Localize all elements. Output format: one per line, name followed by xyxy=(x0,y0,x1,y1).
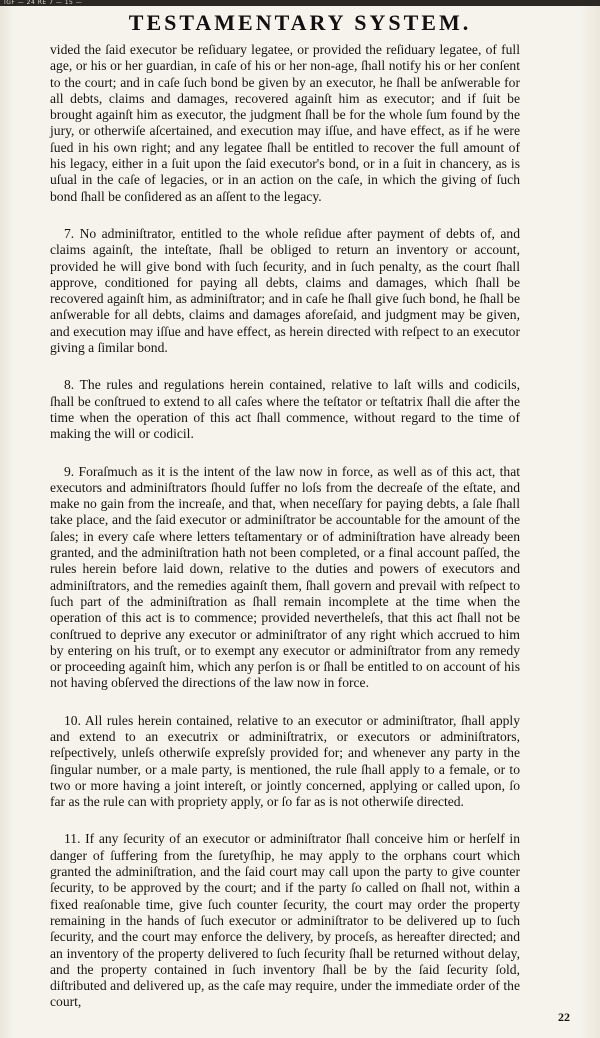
section-11: 11. If any ſecurity of an executor or adminiſtrator ſhall conceive him or herſelf in danger of ſuffering from the ſuretyſhip, he may apply to the orphans court which granted the adminiſtration, and the ſaid court may call upon the party to give counter ſecurity, to be approved by the court; and if the party ſo called on ſhall not, within a fixed reaſonable time, give ſuch counter ſecurity, the court may order the property remaining in the hands of ſuch executor or adminiſtrator to be delivered up to ſuch ſecurity, and the court may enforce the delivery, by proceſs, as hereafter directed; and an inventory of the property delivered to ſuch ſecurity ſhall be returned without delay, and the property contained in ſuch inventory ſhall be by the ſaid ſecurity ſold, diſtributed and delivered up, as the caſe may require, under the immediate order of the court, xyxy=(50,831,520,1010)
scan-header-strip xyxy=(0,0,600,6)
section-10: 10. All rules herein contained, relative to an executor or adminiſtrator, ſhall apply and extend to an executrix or adminiſtratrix, or executors or adminiſtrators, reſpectively, unleſs otherwiſe expreſsly provided for; and whenever any party in the ſingular number, or a male party, is mentioned, the rule ſhall apply to a female, or to two or more having a joint intereſt, or jointly concerned, applying or called upon, ſo far as the rule can with propriety apply, or ſo far as is not otherwiſe directed. xyxy=(50,712,520,810)
section-7: 7. No adminiſtrator, entitled to the whole reſidue after payment of debts of, and claims againſt, the inteſtate, ſhall be obliged to return an inventory or account, provided he will give bond with ſuch ſecurity, and in ſuch penalty, as the court ſhall approve, conditioned for paying all debts, claims and damages, which ſhall be recovered againſt him, as adminiſtrator; and in caſe he ſhall give ſuch bond, he ſhall be anſwerable for all debts, claims and damages aforeſaid, and judgment may be given, and execution may iſſue and have effect, as herein directed with reſpect to an executor giving a ſimilar bond. xyxy=(50,225,520,356)
scan-strip-text: IGF — 24 RE 7 — 15 — xyxy=(4,0,83,6)
paragraph-continuation: vided the ſaid executor be reſiduary legatee, or provided the reſiduary legatee, of full age, or his or her guardian, in caſe of his or her non-age, ſhall notify his or her conſent to the court; and in caſe ſuch bond be given by an executor, he ſhall be anſwerable for all debts, claims and damages, recovered againſt him as executor; and if ſuit be brought againſt him as executor, the judgment ſhall be for the whole ſum found by the jury, or otherwiſe aſcertained, and execution may iſſue, and have effect, as if he were ſued in his own right; and any legatee ſhall be entitled to recover the full amount of his legacy, either in a ſuit upon the ſaid executor's bond, or in a ſuit in chancery, as is uſual in the caſe of legacies, or in an action on the caſe, in which the giving of ſuch bond ſhall be conſidered as an aſſent to the legacy. xyxy=(50,42,520,204)
body-text xyxy=(50,42,520,1032)
section-8: 8. The rules and regulations herein contained, relative to laſt wills and codicils, ſhall be conſtrued to extend to all caſes where the teſtator or teſtatrix ſhall die after the time when the operation of this act ſhall commence, without regard to the time of making the will or codicil. xyxy=(50,377,520,442)
page-number: 22 xyxy=(558,1010,570,1024)
section-9: 9. Foraſmuch as it is the intent of the law now in force, as well as of this act, that executors and adminiſtrators ſhould ſuffer no loſs from the decreaſe of the eſtate, and make no gain from the increaſe, and that, when neceſſary for paying debts, a ſale ſhall take place, and the ſaid executor or adminiſtrator be accountable for the amount of the ſales; in every caſe where letters teſtamentary or of adminiſtration have already been granted, and the adminiſtration hath not been completed, or a final account paſſed, the rules herein before laid down, relative to the duties and powers of executors and adminiſtrators, and the remedies againſt them, ſhall govern and prevail with reſpect to ſuch part of the adminiſtration as ſhall remain incomplete at the time when the operation of this act is to commence; provided nevertheleſs, that this act ſhall not be conſtrued to deprive any executor or adminiſtrator of any right which accrued to him by entering on his truſt, or to exempt any executor or adminiſtrator from any remedy or proceeding againſt him, which any perſon is or ſhall be entitled to on account of his not having obſerved the directions of the law now in force. xyxy=(50,463,520,691)
running-head: TESTAMENTARY SYSTEM. xyxy=(128,10,472,35)
